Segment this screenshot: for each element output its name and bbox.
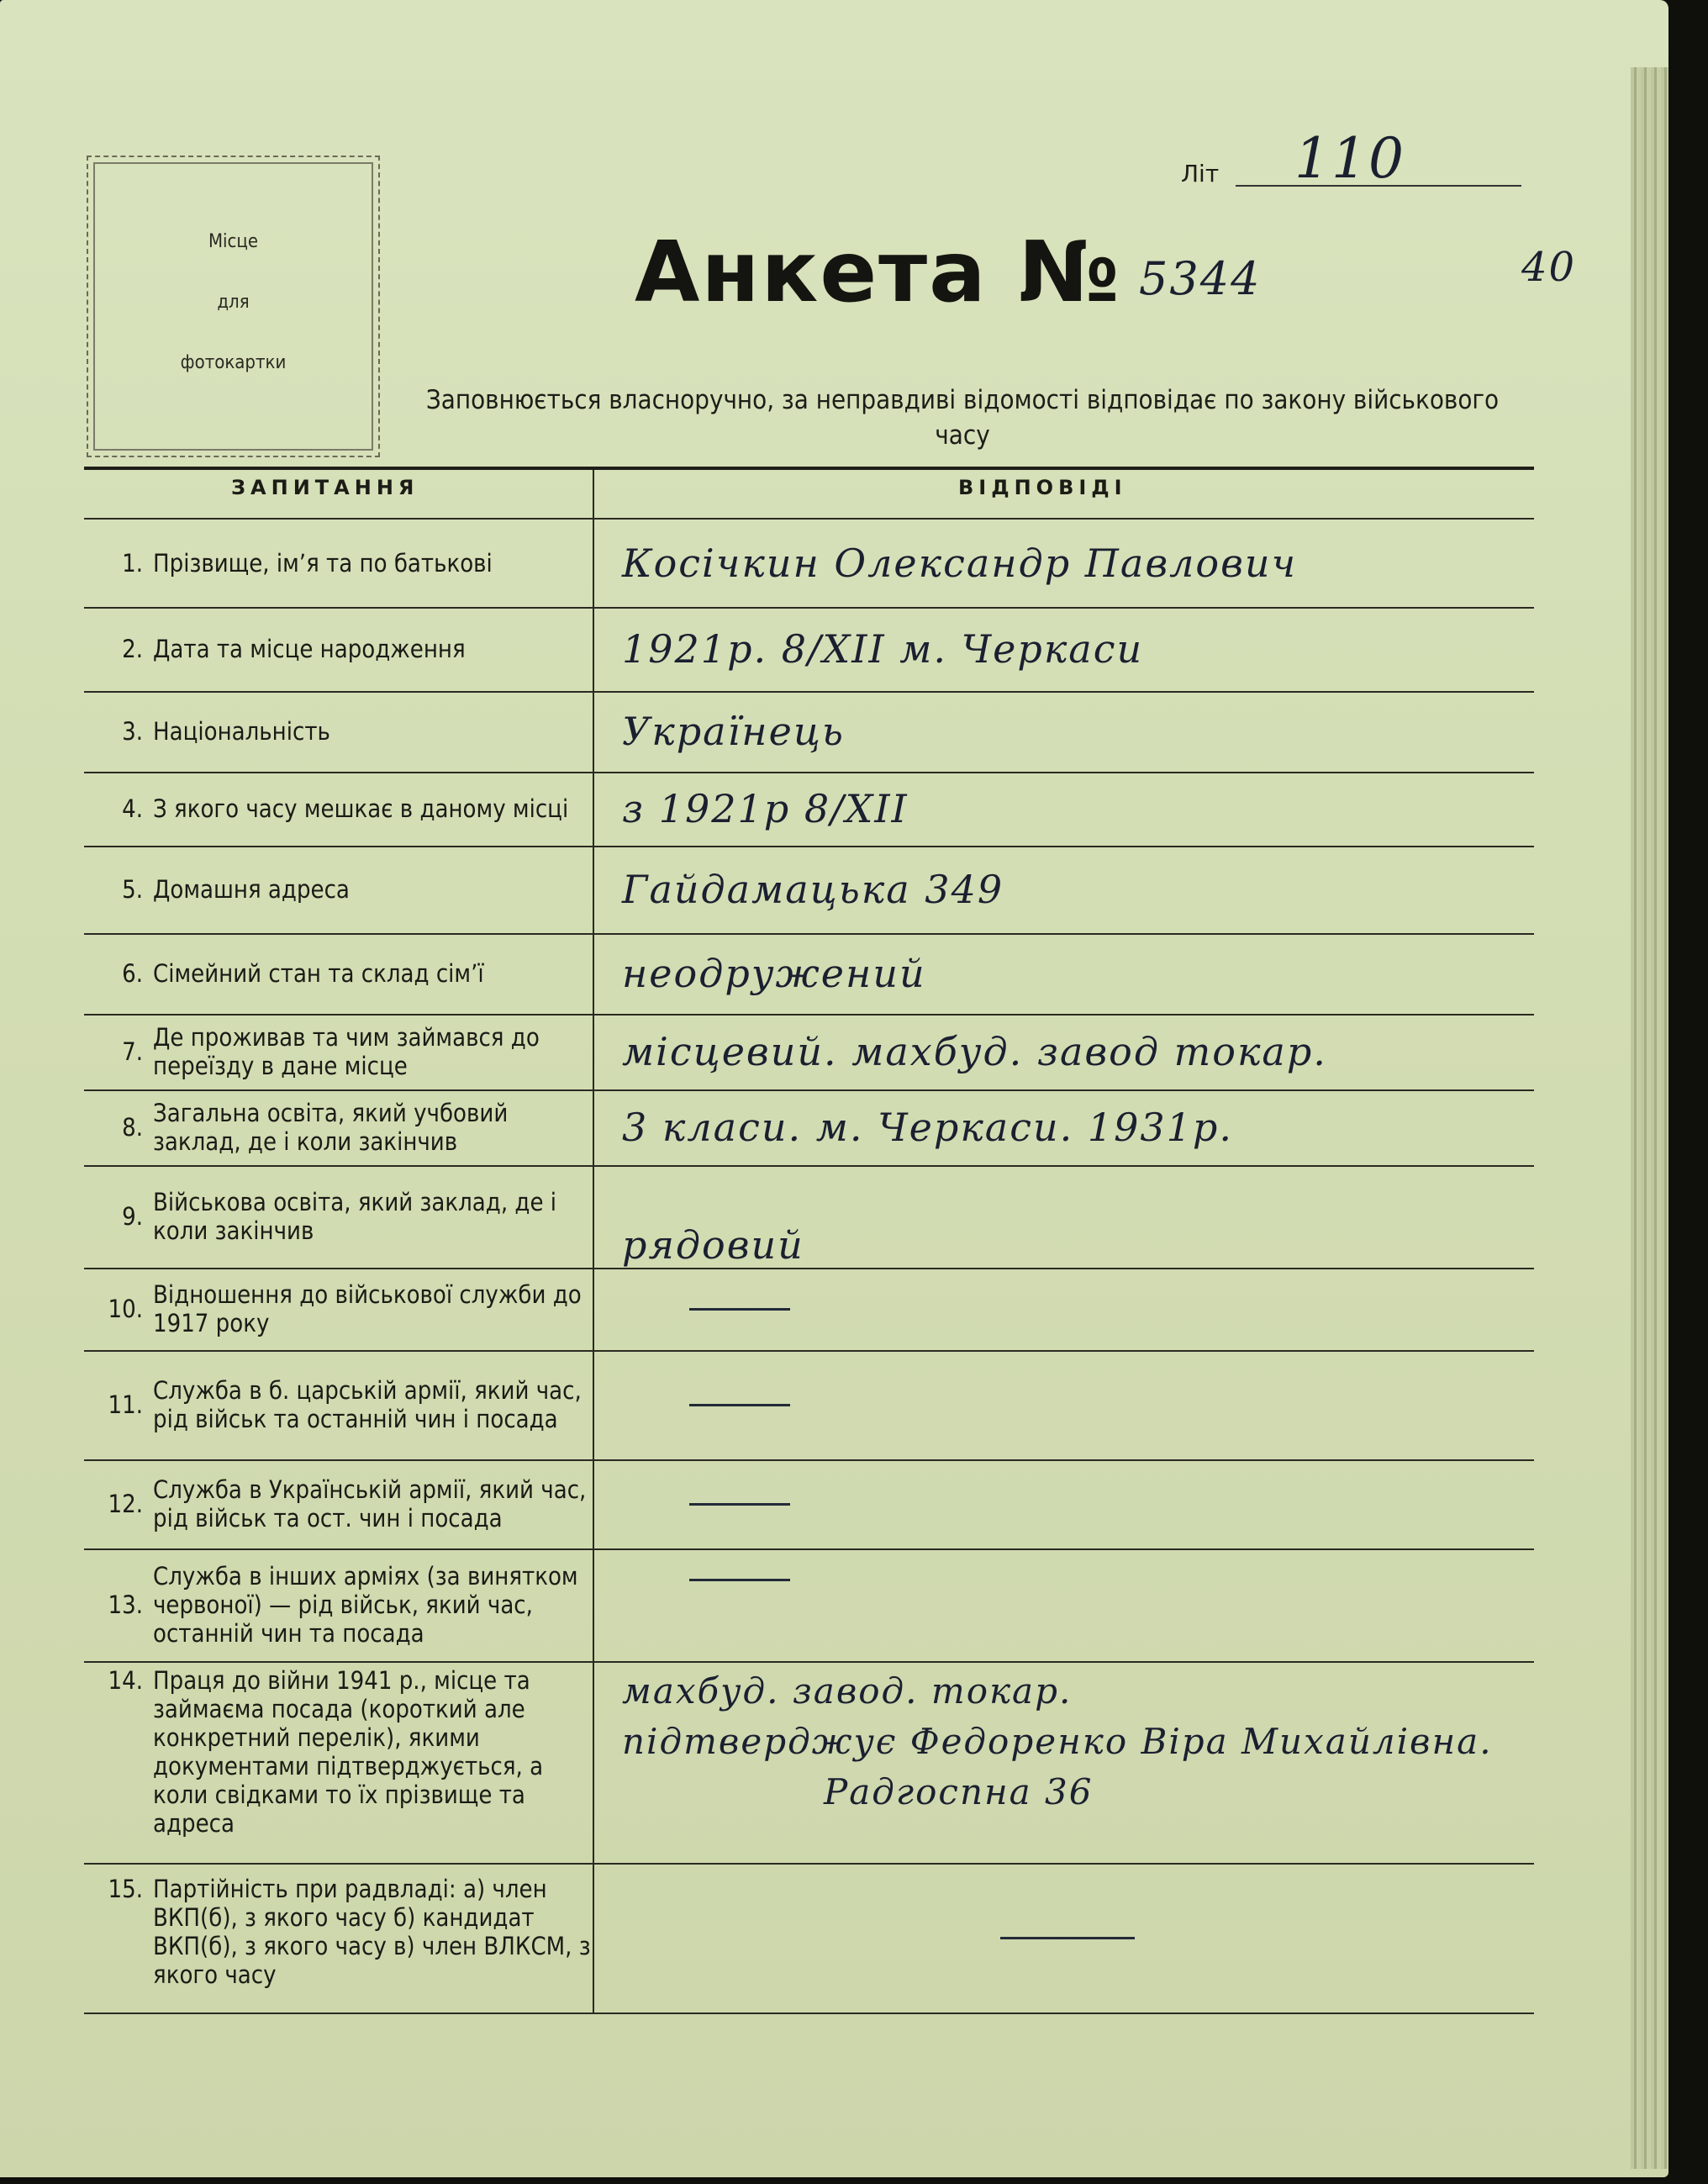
question-text: Де проживав та чим займався до переїзду в дане місце	[153, 1023, 540, 1080]
row-number: 11.	[108, 1390, 143, 1419]
question-text: Служба в інших арміях (за винятком червоної) — рід військ, який час, останній чин та посада	[153, 1562, 578, 1648]
blank-dash	[689, 1404, 790, 1406]
question-text: Прізвище, ім’я та по батькові	[153, 549, 493, 578]
table-row	[84, 1089, 1534, 1167]
row-number: 1.	[122, 549, 143, 578]
table-row	[84, 1661, 1534, 1865]
table-row	[84, 1863, 1534, 2014]
question-text: Військова освіта, який заклад, де і коли закінчив	[153, 1188, 557, 1245]
questions-header: ЗАПИТАННЯ	[231, 476, 419, 499]
lit-value: 110	[1294, 126, 1405, 191]
row-number: 9.	[122, 1202, 143, 1231]
table-row	[84, 1165, 1534, 1269]
answer-text: Гайдамацька 349	[622, 867, 1004, 912]
answer-text: Косічкин Олександр Павлович	[622, 541, 1298, 586]
answer-text: місцевий. махбуд. завод токар.	[622, 1029, 1327, 1074]
form-number: 5344	[1139, 252, 1262, 305]
row-number: 8.	[122, 1113, 143, 1142]
row-number: 4.	[122, 794, 143, 823]
row-number: 6.	[122, 959, 143, 988]
photo-label-3: фотокартки	[180, 352, 287, 373]
answer-cell	[622, 1863, 1530, 2013]
page-stack-edge	[1631, 67, 1668, 2169]
question-text: Праця до війни 1941 р., місце та займаєма посада (короткий але конкретний перелік), якими документами підтверджується, а коли свідками то їх прізвище та адреса	[153, 1666, 544, 1838]
answer-text: неодружений	[622, 951, 926, 996]
photo-label-1: Місце	[208, 231, 259, 252]
table-row	[84, 933, 1534, 1016]
blank-dash	[689, 1579, 790, 1581]
table-row	[84, 1014, 1534, 1091]
question-text: Сімейний стан та склад сім’ї	[153, 959, 484, 988]
answer-line-2: підтверджує Федоренко Віра Михайлівна.	[622, 1721, 1493, 1762]
row-number: 14.	[108, 1666, 143, 1695]
row-number: 2.	[122, 635, 143, 663]
table-row	[84, 607, 1534, 693]
answer-text: з 1921р 8/XII	[622, 786, 909, 831]
row-number: 15.	[108, 1875, 143, 1903]
question-text: Партійність при радвладі: а) член ВКП(б), з якого часу б) кандидат ВКП(б), з якого часу в) член ВЛКСМ, з якого часу	[153, 1875, 591, 1989]
table-row	[84, 1548, 1534, 1663]
row-number: 7.	[122, 1037, 143, 1066]
photo-label-2: для	[217, 292, 250, 313]
row-number: 3.	[122, 717, 143, 746]
question-text: Служба в б. царській армії, який час, рід військ та останній чин і посада	[153, 1376, 582, 1433]
question-text: Служба в Українській армії, який час, рід військ та ост. чин і посада	[153, 1475, 587, 1532]
answer-text: 3 класи. м. Черкаси. 1931р.	[622, 1105, 1233, 1150]
form-subtitle: Заповнюється власноручно, за неправдиві відомості відповідає по закону військового часу	[425, 385, 1500, 451]
photo-placeholder	[87, 156, 380, 457]
corner-number: 40	[1521, 244, 1577, 291]
answer-cell	[622, 1459, 1530, 1548]
question-text: З якого часу мешкає в даному місці	[153, 794, 569, 823]
blank-dash	[689, 1503, 790, 1506]
question-text: Дата та місце народження	[153, 635, 466, 663]
row-number: 12.	[108, 1490, 143, 1518]
table-row	[84, 772, 1534, 847]
table-row	[84, 846, 1534, 935]
table-row	[84, 691, 1534, 773]
answer-text: рядовий	[622, 1222, 804, 1268]
form-title: Анкета №	[635, 223, 1121, 321]
row-number: 5.	[122, 875, 143, 904]
table-row	[84, 1268, 1534, 1352]
table-row	[84, 520, 1534, 609]
answer-text: Українець	[622, 709, 845, 754]
question-text: Домашня адреса	[153, 875, 350, 904]
header-rule	[84, 467, 1534, 470]
row-number: 13.	[108, 1591, 143, 1619]
answer-cell	[622, 1661, 1530, 1868]
answer-text: 1921р. 8/XII м. Черкаси	[622, 626, 1144, 672]
question-text: Відношення до військової служби до 1917 року	[153, 1280, 582, 1337]
answer-line-1: махбуд. завод. токар.	[622, 1670, 1073, 1712]
blank-dash	[1000, 1937, 1135, 1939]
blank-dash	[689, 1308, 790, 1311]
lit-label: Літ	[1181, 160, 1220, 187]
question-text: Загальна освіта, який учбовий заклад, де і коли закінчив	[153, 1099, 509, 1156]
answer-cell	[622, 1350, 1530, 1459]
table-row	[84, 1459, 1534, 1550]
question-text: Національність	[153, 717, 330, 746]
answer-cell	[622, 1268, 1530, 1350]
table-row	[84, 1350, 1534, 1461]
answer-line-3: Радгоспна 36	[824, 1771, 1094, 1812]
answers-header: ВІДПОВІДІ	[958, 476, 1127, 499]
row-number: 10.	[108, 1295, 143, 1323]
